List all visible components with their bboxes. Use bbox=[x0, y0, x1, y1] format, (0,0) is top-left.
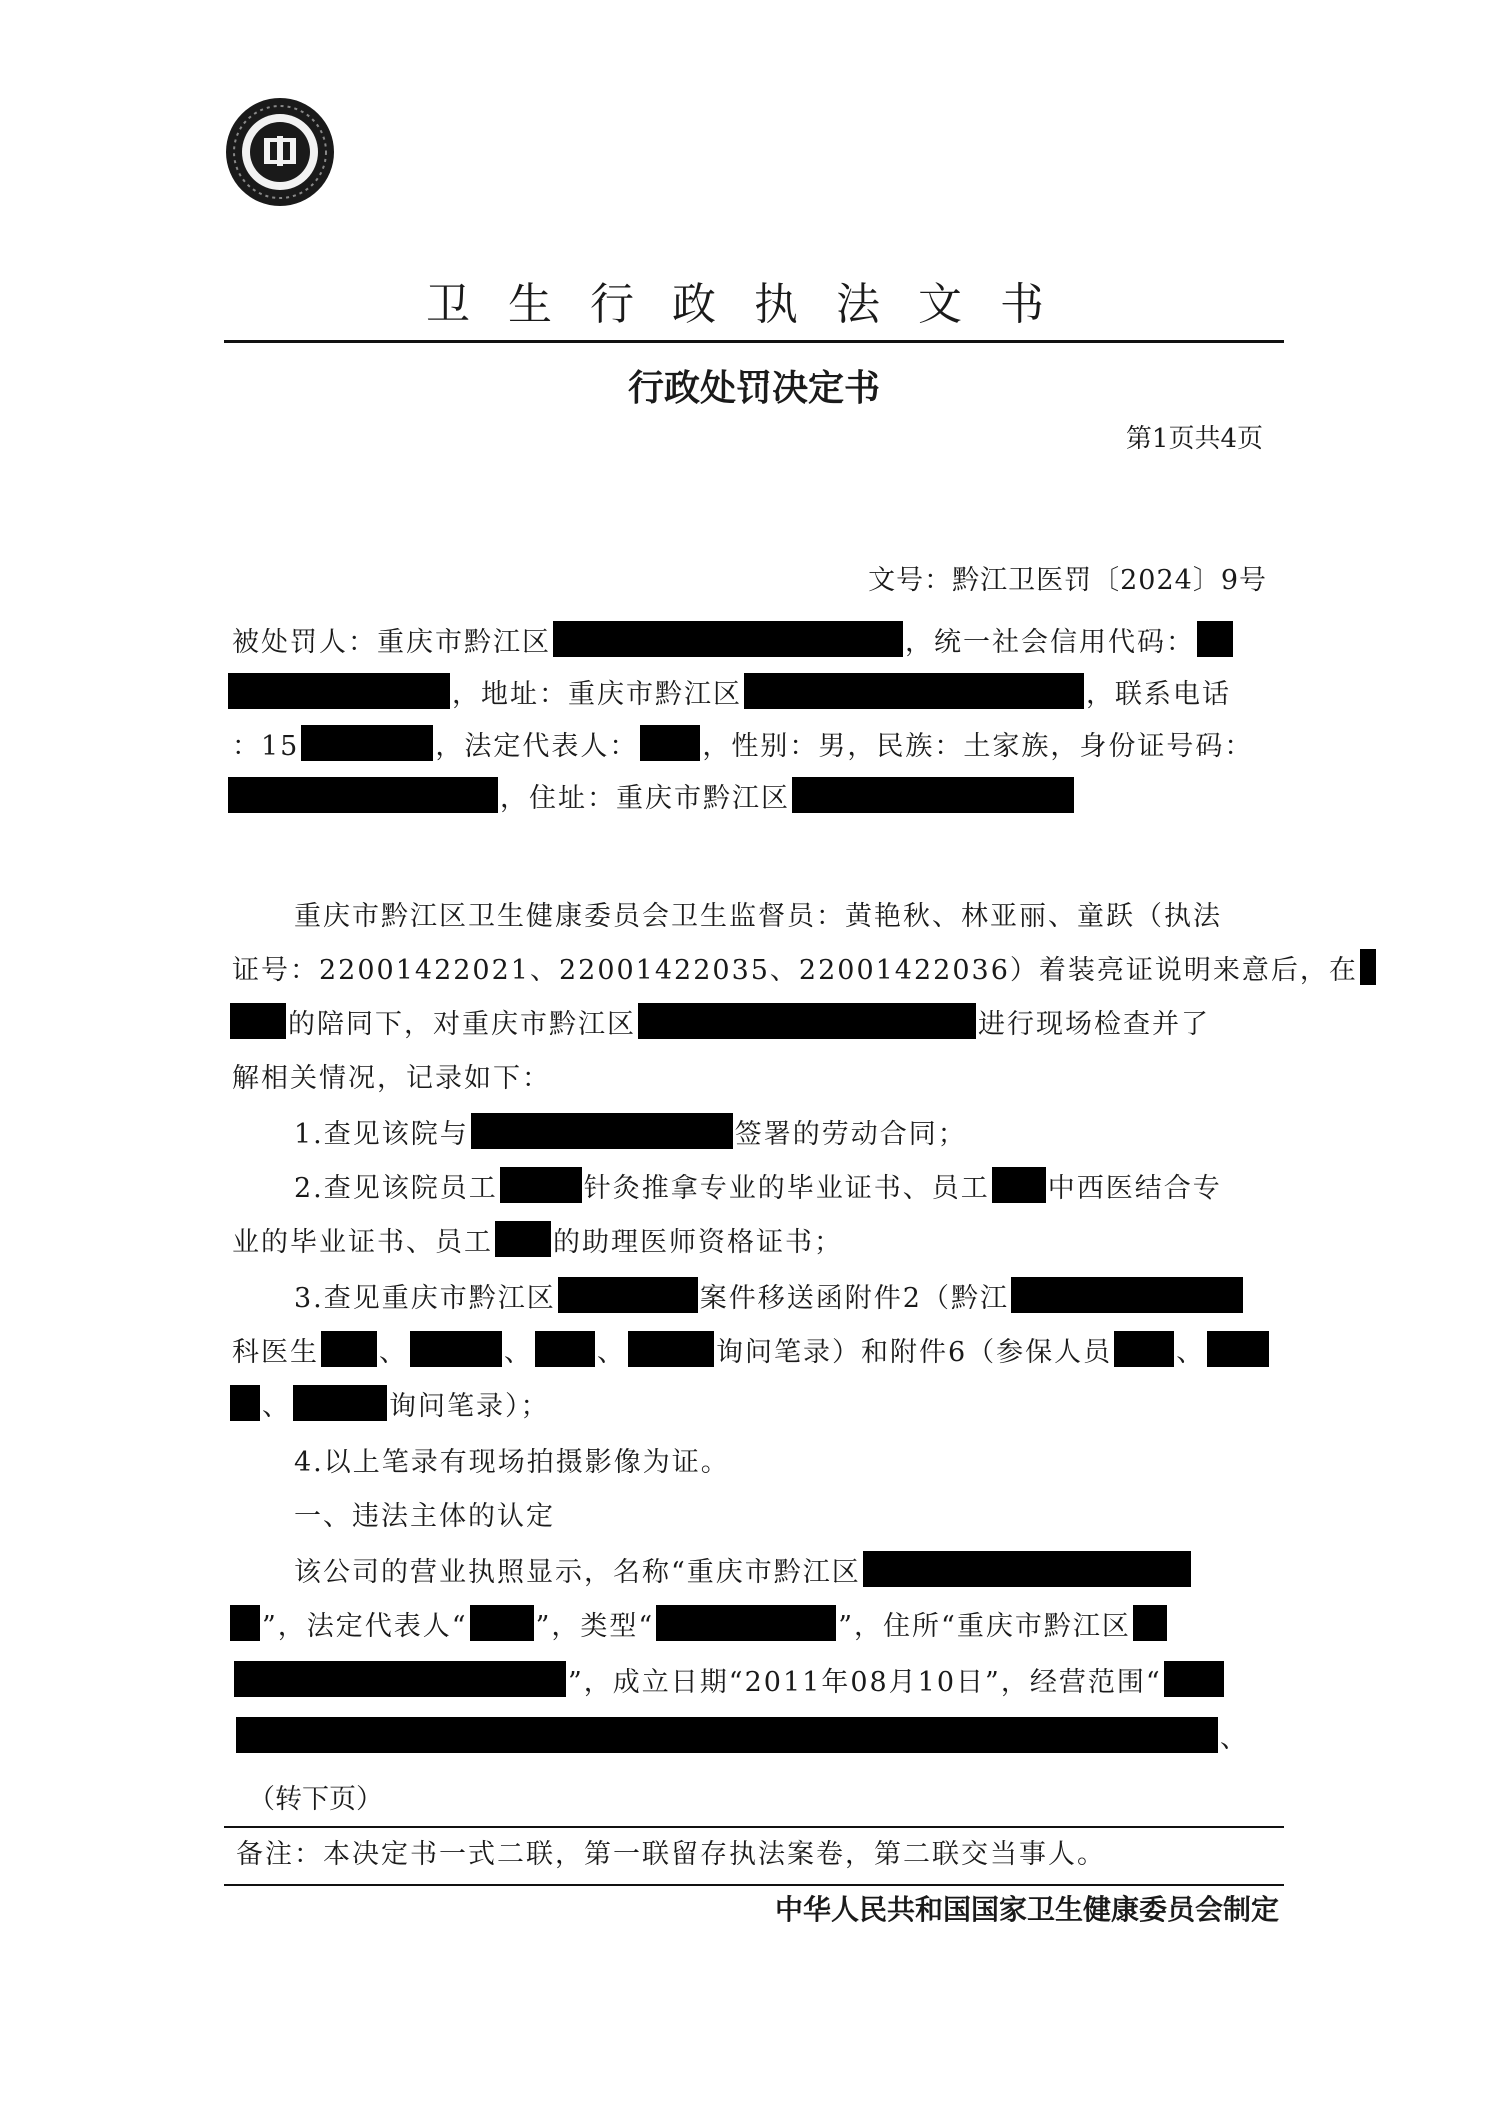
list-item bbox=[232, 1162, 1262, 1216]
text: 中西医结合专 bbox=[1047, 1173, 1222, 1204]
redaction-bar bbox=[230, 1605, 260, 1641]
party-line-4 bbox=[232, 772, 1262, 826]
redaction-bar bbox=[535, 1331, 595, 1367]
text: 的助理医师资格证书； bbox=[553, 1227, 843, 1258]
text: 案件移送函附件2（黔江 bbox=[699, 1283, 1009, 1314]
redaction-bar bbox=[500, 1167, 582, 1203]
redaction-bar bbox=[656, 1605, 836, 1641]
text: ”，住所“重庆市黔江区 bbox=[838, 1611, 1131, 1642]
paragraph-line: 解相关情况，记录如下： bbox=[232, 1063, 551, 1094]
text: ，住址：重庆市黔江区 bbox=[500, 783, 790, 814]
redaction-bar bbox=[1133, 1605, 1167, 1641]
redaction-bar bbox=[230, 1003, 286, 1039]
redaction-bar bbox=[495, 1221, 551, 1257]
redaction-bar bbox=[471, 1113, 733, 1149]
text: 3.查见重庆市黔江区 bbox=[294, 1283, 556, 1314]
list-item-continued bbox=[232, 1326, 1262, 1380]
issuer-note: 中华人民共和国国家卫生健康委员会制定 bbox=[774, 1893, 1279, 1926]
text: 证号：22001422021、22001422035、22001422036）着装亮证说明来意后，在 bbox=[232, 955, 1358, 986]
redaction-bar bbox=[470, 1605, 534, 1641]
redaction-bar bbox=[640, 725, 700, 761]
text: ，性别：男，民族：土家族，身份证号码： bbox=[702, 731, 1254, 762]
remark-note: 备注：本决定书一式二联，第一联留存执法案卷，第二联交当事人。 bbox=[236, 1839, 1106, 1870]
text: ：15 bbox=[232, 731, 300, 762]
text: 签署的劳动合同； bbox=[734, 1119, 967, 1150]
text: ，法定代表人： bbox=[435, 731, 639, 762]
redaction-bar bbox=[410, 1331, 502, 1367]
text: ，统一社会信用代码： bbox=[905, 627, 1195, 658]
footer-rule bbox=[224, 1826, 1284, 1828]
redaction-bar bbox=[1207, 1331, 1269, 1367]
party-line-1 bbox=[232, 616, 1262, 670]
page-number: 第1页共4页 bbox=[1125, 424, 1263, 454]
text: 科医生 bbox=[232, 1337, 319, 1368]
document-number: 文号：黔江卫医罚〔2024〕9号 bbox=[868, 565, 1267, 596]
text: ”，成立日期“2011年08月10日”，经营范围“ bbox=[568, 1667, 1162, 1698]
text: 业的毕业证书、员工 bbox=[232, 1227, 493, 1258]
footer-rule bbox=[224, 1884, 1284, 1886]
text: ，联系电话 bbox=[1086, 679, 1231, 710]
redaction-bar bbox=[558, 1277, 698, 1313]
continued-note: （转下页） bbox=[248, 1784, 383, 1815]
text: ”，类型“ bbox=[535, 1611, 655, 1642]
redaction-bar bbox=[744, 673, 1084, 709]
list-item bbox=[232, 1272, 1262, 1326]
redaction-bar bbox=[1197, 621, 1233, 657]
title-rule bbox=[224, 340, 1284, 343]
text: 、 bbox=[1220, 1723, 1249, 1754]
text: 、 bbox=[379, 1337, 408, 1368]
text: 2.查见该院员工 bbox=[294, 1173, 498, 1204]
text: 该公司的营业执照显示，名称“重庆市黔江区 bbox=[294, 1557, 861, 1588]
paragraph-line bbox=[232, 1546, 1262, 1600]
paragraph-line bbox=[232, 1712, 1262, 1766]
redaction-bar bbox=[992, 1167, 1046, 1203]
text: 针灸推拿专业的毕业证书、员工 bbox=[583, 1173, 990, 1204]
redaction-bar bbox=[230, 1385, 260, 1421]
text: 进行现场检查并了 bbox=[978, 1009, 1210, 1040]
text: 、 bbox=[504, 1337, 533, 1368]
paragraph-line: 重庆市黔江区卫生健康委员会卫生监督员：黄艳秋、林亚丽、童跃（执法 bbox=[294, 901, 1222, 932]
paragraph-line bbox=[232, 944, 1358, 998]
redaction-bar bbox=[1164, 1661, 1224, 1697]
list-item-continued bbox=[232, 1216, 1262, 1270]
party-line-2 bbox=[232, 668, 1262, 722]
text: 询问笔录）； bbox=[389, 1391, 550, 1422]
national-emblem-seal bbox=[224, 96, 336, 208]
text: ”，法定代表人“ bbox=[262, 1611, 468, 1642]
redaction-bar bbox=[863, 1551, 1191, 1587]
text: 、 bbox=[597, 1337, 626, 1368]
redaction-bar bbox=[293, 1385, 387, 1421]
document-title: 行政处罚决定书 bbox=[627, 368, 880, 409]
text: 被处罚人：重庆市黔江区 bbox=[232, 627, 551, 658]
redaction-bar bbox=[301, 725, 433, 761]
text: 的陪同下，对重庆市黔江区 bbox=[288, 1009, 636, 1040]
redaction-bar bbox=[1114, 1331, 1174, 1367]
redaction-bar bbox=[228, 777, 498, 813]
redaction-bar bbox=[228, 673, 450, 709]
redaction-bar bbox=[234, 1661, 566, 1697]
redaction-bar bbox=[321, 1331, 377, 1367]
redaction-bar bbox=[236, 1717, 1218, 1753]
text: 、 bbox=[262, 1391, 291, 1422]
redaction-bar bbox=[1011, 1277, 1243, 1313]
paragraph-line bbox=[232, 998, 1262, 1052]
text: 、 bbox=[1176, 1337, 1206, 1368]
list-item bbox=[232, 1108, 1262, 1162]
paragraph-line bbox=[232, 1656, 1262, 1710]
section-heading: 一、违法主体的认定 bbox=[294, 1501, 555, 1532]
text: ，地址：重庆市黔江区 bbox=[452, 679, 742, 710]
text: 询问笔录）和附件6（参保人员 bbox=[716, 1337, 1113, 1368]
redaction-bar bbox=[1360, 949, 1376, 985]
party-line-3 bbox=[232, 720, 1262, 774]
redaction-bar bbox=[638, 1003, 976, 1039]
paragraph-line bbox=[232, 1600, 1262, 1654]
list-item-continued bbox=[232, 1380, 1262, 1434]
main-title: 卫生行政执法文书 bbox=[426, 279, 1082, 330]
text: 1.查见该院与 bbox=[294, 1119, 469, 1150]
redaction-bar bbox=[628, 1331, 714, 1367]
redaction-bar bbox=[792, 777, 1074, 813]
list-item: 4.以上笔录有现场拍摄影像为证。 bbox=[294, 1447, 730, 1478]
redaction-bar bbox=[553, 621, 903, 657]
